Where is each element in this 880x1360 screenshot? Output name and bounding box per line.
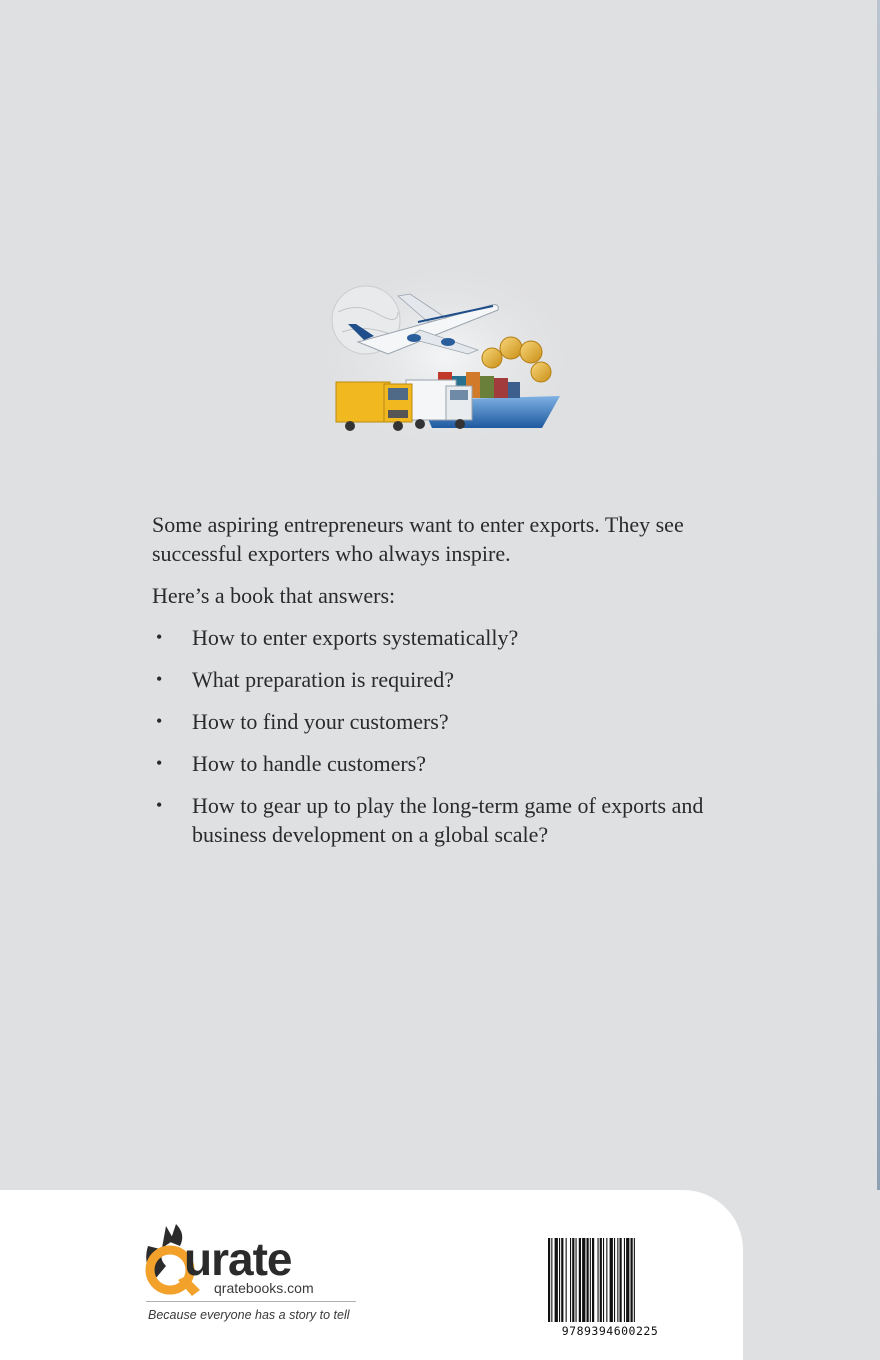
export-logistics-illustration	[328, 272, 564, 442]
logo-wordmark: urate	[184, 1233, 292, 1285]
barcode-bar	[570, 1238, 571, 1322]
lead-paragraph: Here’s a book that answers:	[152, 583, 396, 608]
barcode-bar	[548, 1238, 550, 1322]
bullet-icon: •	[156, 795, 163, 815]
barcode-bar	[582, 1238, 585, 1322]
barcode-bar	[579, 1238, 581, 1322]
question-list	[152, 623, 762, 849]
barcode-bar	[634, 1238, 635, 1322]
bullet-icon: •	[156, 627, 163, 647]
list-item: • How to enter exports systematically?	[156, 625, 519, 650]
publisher-tagline: Because everyone has a story to tell	[148, 1308, 350, 1322]
logo-divider	[146, 1301, 356, 1302]
barcode-bar	[631, 1238, 633, 1322]
back-cover-blurb	[152, 510, 762, 862]
bullet-icon: •	[156, 711, 163, 731]
barcode-bar	[610, 1238, 613, 1322]
barcode-bar	[576, 1238, 577, 1322]
barcode-bar	[598, 1238, 599, 1322]
barcode-bar	[555, 1238, 558, 1322]
intro-paragraph: Some aspiring entrepreneurs want to enter exports. They see successful exporters who always inspire.	[152, 512, 684, 566]
barcode-bar	[592, 1238, 594, 1322]
bullet-icon: •	[156, 669, 163, 689]
barcode-bar	[572, 1238, 574, 1322]
isbn-barcode	[540, 1232, 680, 1344]
barcode-bar	[600, 1238, 602, 1322]
barcode-bar	[559, 1238, 560, 1322]
publisher-website: qratebooks.com	[214, 1280, 314, 1296]
bullet-icon: •	[156, 753, 163, 773]
isbn-digits: 9789394600225	[561, 1324, 659, 1338]
publisher-logo	[140, 1222, 360, 1332]
barcode-bar	[590, 1238, 591, 1322]
list-item: • How to handle customers?	[156, 751, 426, 776]
barcode-icon	[540, 1232, 680, 1324]
barcode-bar	[587, 1238, 589, 1322]
barcode-bar	[603, 1238, 604, 1322]
barcode-bar	[551, 1238, 552, 1322]
barcode-bar	[614, 1238, 615, 1322]
list-item: • What preparation is required?	[156, 667, 455, 692]
barcode-bar	[561, 1238, 563, 1322]
list-item: • How to find your customers?	[156, 709, 449, 734]
barcode-bar	[617, 1238, 618, 1322]
list-item: • How to gear up to play the long-term game of exports and business development on a global scale?	[156, 793, 704, 847]
barcode-bar	[606, 1238, 607, 1322]
barcode-bar	[626, 1238, 629, 1322]
barcode-bar	[566, 1238, 567, 1322]
barcode-bar	[624, 1238, 625, 1322]
barcode-bar	[620, 1238, 622, 1322]
